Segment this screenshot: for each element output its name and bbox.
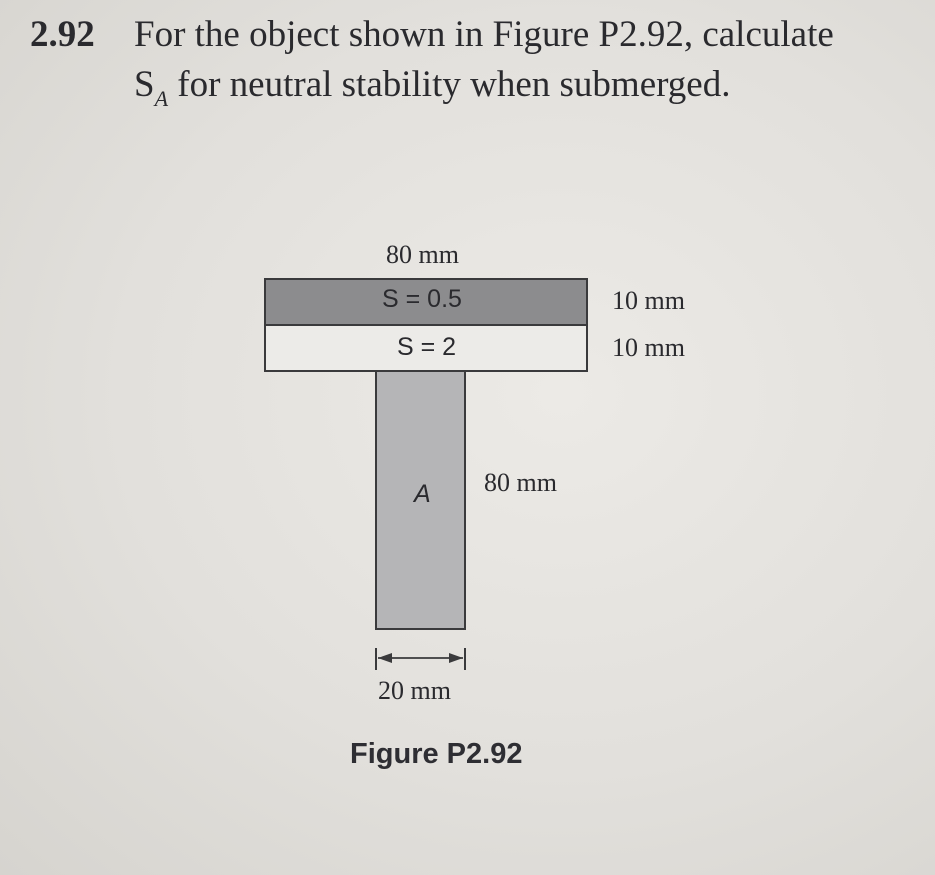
middle-layer-label: S = 2 xyxy=(397,333,457,361)
width-dimension-arrow xyxy=(376,648,465,670)
figure-caption: Figure P2.92 xyxy=(350,738,523,770)
top-layer-thickness-label: 10 mm xyxy=(612,286,685,315)
problem-number: 2.92 xyxy=(30,14,95,55)
top-width-label: 80 mm xyxy=(386,240,459,269)
arrowhead-right xyxy=(449,653,463,663)
symbol-subscript-a: A xyxy=(154,86,169,111)
problem-text-rest: for neutral stability when submerged. xyxy=(168,64,731,105)
problem-text-line-1: For the object shown in Figure P2.92, calculate xyxy=(134,14,834,55)
top-layer-label: S = 0.5 xyxy=(382,285,462,313)
stem-label-a: A xyxy=(414,480,431,508)
arrowhead-left xyxy=(378,653,392,663)
stem-height-label: 80 mm xyxy=(484,468,557,497)
stem-width-label: 20 mm xyxy=(378,676,451,705)
middle-layer-thickness-label: 10 mm xyxy=(612,333,685,362)
symbol-s: S xyxy=(134,64,155,105)
